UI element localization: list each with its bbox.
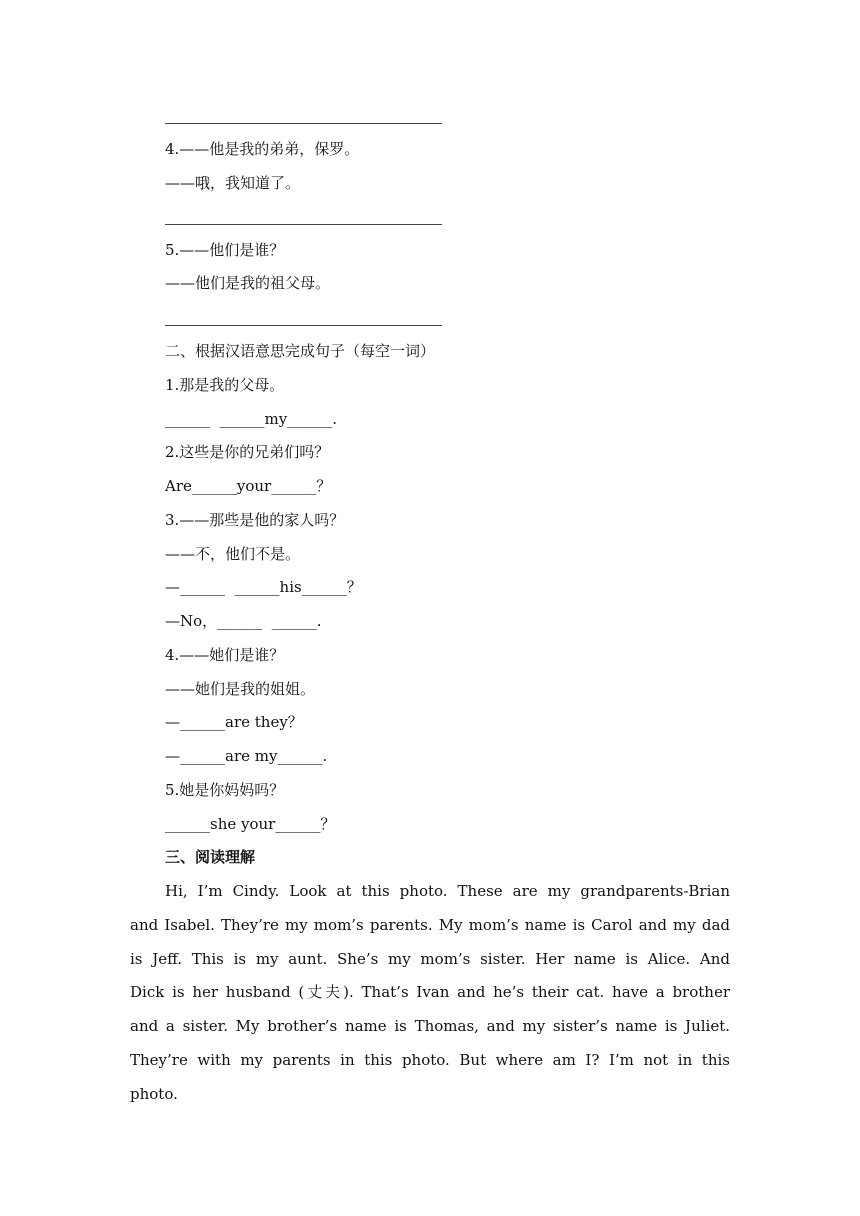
passage-line-1: Hi, I’m Cindy. Look at this photo. These are my grandparents-Brian <box>165 882 730 900</box>
s2-item-3-answer: —______ ______his______？ <box>165 578 362 596</box>
s2-item-5-answer: ______she your______？ <box>165 815 336 833</box>
s2-item-3-prompt: 3.——那些是他的家人吗？ <box>165 511 345 529</box>
question-5-reply: ——他们是我的祖父母。 <box>165 274 331 292</box>
passage-line-5: and a sister. My brother’s name is Thomas, and my sister’s name is Juliet. <box>130 1017 730 1035</box>
answer-line <box>165 123 442 124</box>
passage-line-4: Dick is her husband (丈夫). That’s Ivan and he’s their cat. have a brother <box>130 983 730 1001</box>
s2-item-4-answer: —______are they？ <box>165 713 303 731</box>
s2-item-3-reply: ——不，他们不是。 <box>165 545 301 563</box>
question-4-reply: ——哦，我知道了。 <box>165 174 301 192</box>
question-5-prompt: 5.——他们是谁？ <box>165 241 285 259</box>
passage-line-3: is Jeff. This is my aunt. She’s my mom’s sister. Her name is Alice. And <box>130 950 730 968</box>
answer-line <box>165 325 442 326</box>
passage-line-6: They’re with my parents in this photo. But where am I? I’m not in this <box>130 1051 730 1069</box>
s2-item-3-answer-2: —No，______ ______. <box>165 612 322 630</box>
s2-item-4-reply: ——她们是我的姐姐。 <box>165 680 316 698</box>
section-2-heading: 二、根据汉语意思完成句子（每空一词） <box>165 342 436 360</box>
answer-line <box>165 224 442 225</box>
s2-item-1-prompt: 1.那是我的父母。 <box>165 376 285 394</box>
s2-item-2-prompt: 2.这些是你的兄弟们吗？ <box>165 443 330 461</box>
passage-line-7: photo. <box>130 1085 178 1103</box>
s2-item-5-prompt: 5.她是你妈妈吗？ <box>165 781 285 799</box>
section-3-heading: 三、阅读理解 <box>165 848 256 866</box>
s2-item-1-answer: ______ ______my______. <box>165 410 338 428</box>
s2-item-2-answer: Are______your______？ <box>165 477 332 495</box>
passage-line-2: and Isabel. They’re my mom’s parents. My mom’s name is Carol and my dad <box>130 916 730 934</box>
s2-item-4-answer-2: —______are my______. <box>165 747 328 765</box>
s2-item-4-prompt: 4.——她们是谁？ <box>165 646 285 664</box>
question-4-prompt: 4.——他是我的弟弟，保罗。 <box>165 140 360 158</box>
